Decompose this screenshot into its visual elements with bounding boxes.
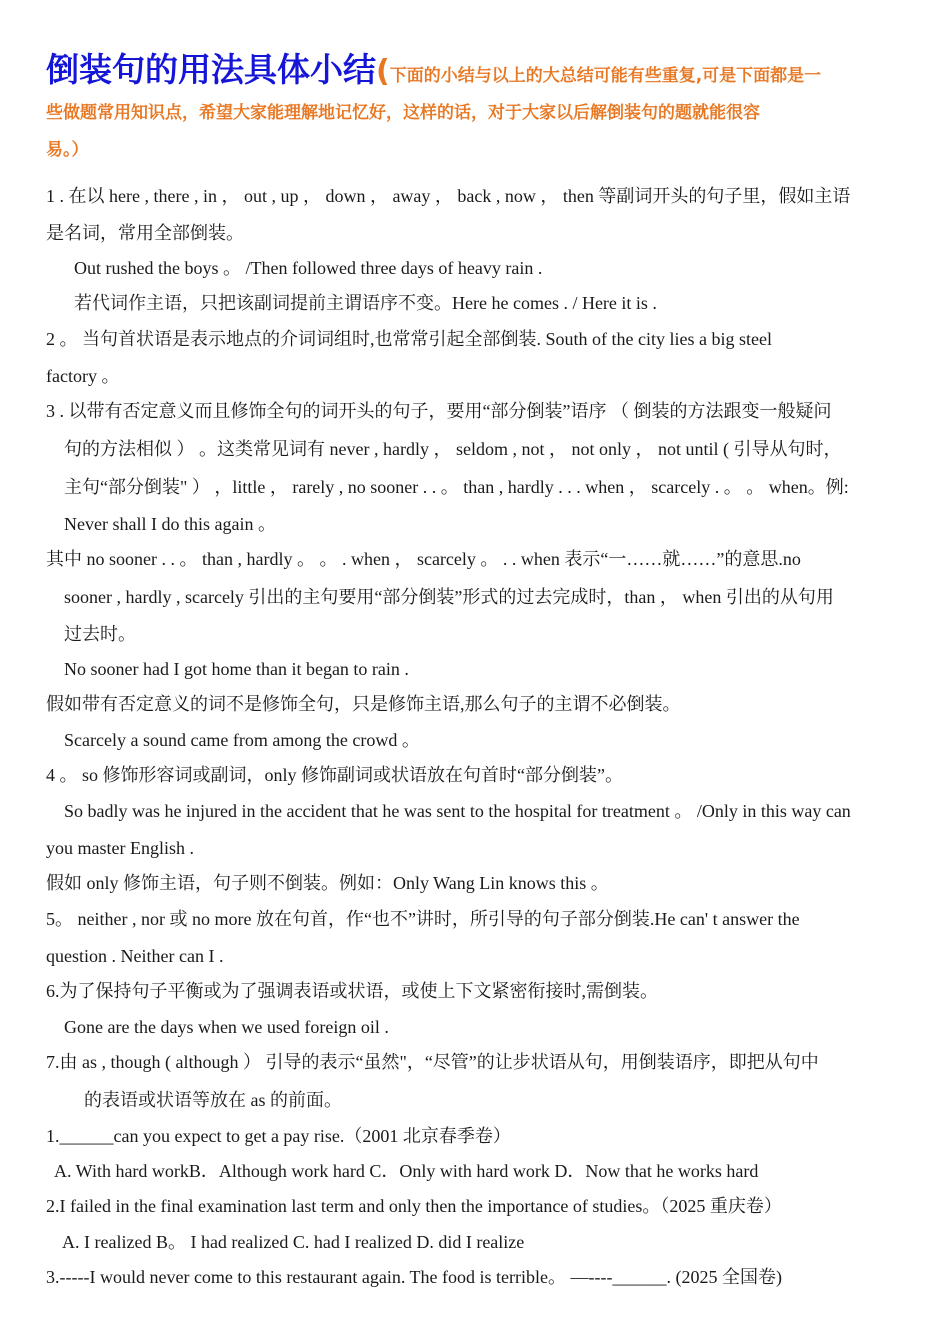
text-line: 5。 neither , nor 或 no more 放在句首，作“也不”讲时，所引导的句子部分倒装.He can' t answer the (46, 909, 800, 929)
subtitle-line-1: 下面的小结与以上的大总结可能有些重复,可是下面都是一 (389, 66, 822, 86)
text-line: 句的方法相似 ） 。这类常见词有 never , hardly ， seldom , not ， not only ， not until ( 引导从句时， (64, 439, 842, 459)
text-line: 6.为了保持句子平衡或为了强调表语或状语，或使上下文紧密衔接时,需倒装。 (46, 981, 658, 1001)
subtitle-line-3: 易。） (46, 140, 89, 160)
title-paren: ( (376, 54, 390, 89)
text-line: 假如 only 修饰主语，句子则不倒装。例如：Only Wang Lin knows this 。 (46, 873, 609, 893)
example-line: No sooner had I got home than it began to rain . (64, 659, 409, 679)
text-line: 的表语或状语等放在 as 的前面。 (84, 1090, 342, 1110)
example-line: Out rushed the boys 。 /Then followed three days of heavy rain . (74, 258, 543, 278)
page-title: 倒装句的用法具体小结 (46, 50, 376, 89)
text-line: 1 . 在以 here , there , in ， out , up ， down ， away ， back , now ， then 等副词开头的句子里，假如主语 (46, 186, 851, 206)
text-line: 若代词作主语，只把该副词提前主谓语序不变。Here he comes . / Here it is . (74, 293, 657, 313)
example-line: Gone are the days when we used foreign oil . (64, 1017, 389, 1037)
header (46, 52, 906, 169)
text-line: factory 。 (46, 366, 120, 386)
text-line: 4 。 so 修饰形容词或副词，only 修饰副词或状语放在句首时“部分倒装”。 (46, 765, 623, 785)
example-line: So badly was he injured in the accident that he was sent to the hospital for treatment 。 /Only in this way can (64, 801, 851, 821)
options-line: A. With hard workB．Although work hard C．Only with hard work D．Now that he works hard (54, 1161, 759, 1181)
text-line: 是名词，常用全部倒装。 (46, 223, 244, 243)
question-line: 3.-----I would never come to this restaurant again. The food is terrible。 —----______. (2025 全国卷) (46, 1267, 782, 1287)
example-line: Never shall I do this again 。 (64, 514, 276, 534)
text-line: 3 . 以带有否定意义而且修饰全句的词开头的句子，要用“部分倒装”语序 （ 倒装的方法跟变一般疑问 (46, 401, 832, 421)
example-line: you master English . (46, 838, 194, 858)
options-line: A. I realized B。 I had realized C. had I realized D. did I realize (62, 1232, 525, 1252)
text-line: 7.由 as , though ( although ） 引导的表示“虽然"，“尽管”的让步状语从句，用倒装语序，即把从句中 (46, 1052, 819, 1072)
text-line: 其中 no sooner . . 。 than , hardly 。 。 . when ， scarcely 。 . . when 表示“一……就……”的意思.no (46, 549, 801, 569)
subtitle-line-2: 些做题常用知识点，希望大家能理解地记忆好，这样的话，对于大家以后解倒装句的题就能很容 (46, 103, 760, 123)
question-line: 2.I failed in the final examination last term and only then the importance of studies。（2025 重庆卷） (46, 1196, 782, 1216)
question-line: 1.______can you expect to get a pay rise.（2001 北京春季卷） (46, 1126, 511, 1146)
text-line: 过去时。 (64, 624, 136, 644)
text-line: 主句“部分倒装" ） ，little ， rarely , no sooner . . 。 than , hardly . . . when ， scarcely . 。 。 when。例: (64, 477, 849, 497)
text-line: 假如带有否定意义的词不是修饰全句，只是修饰主语,那么句子的主谓不必倒装。 (46, 694, 681, 714)
example-line: Scarcely a sound came from among the crowd 。 (64, 730, 420, 750)
example-line: question . Neither can I . (46, 946, 224, 966)
text-line: 2 。 当句首状语是表示地点的介词词组时,也常常引起全部倒装. South of the city lies a big steel (46, 329, 772, 349)
text-line: sooner , hardly , scarcely 引出的主句要用“部分倒装”形式的过去完成时，than ， when 引出的从句用 (64, 587, 834, 607)
